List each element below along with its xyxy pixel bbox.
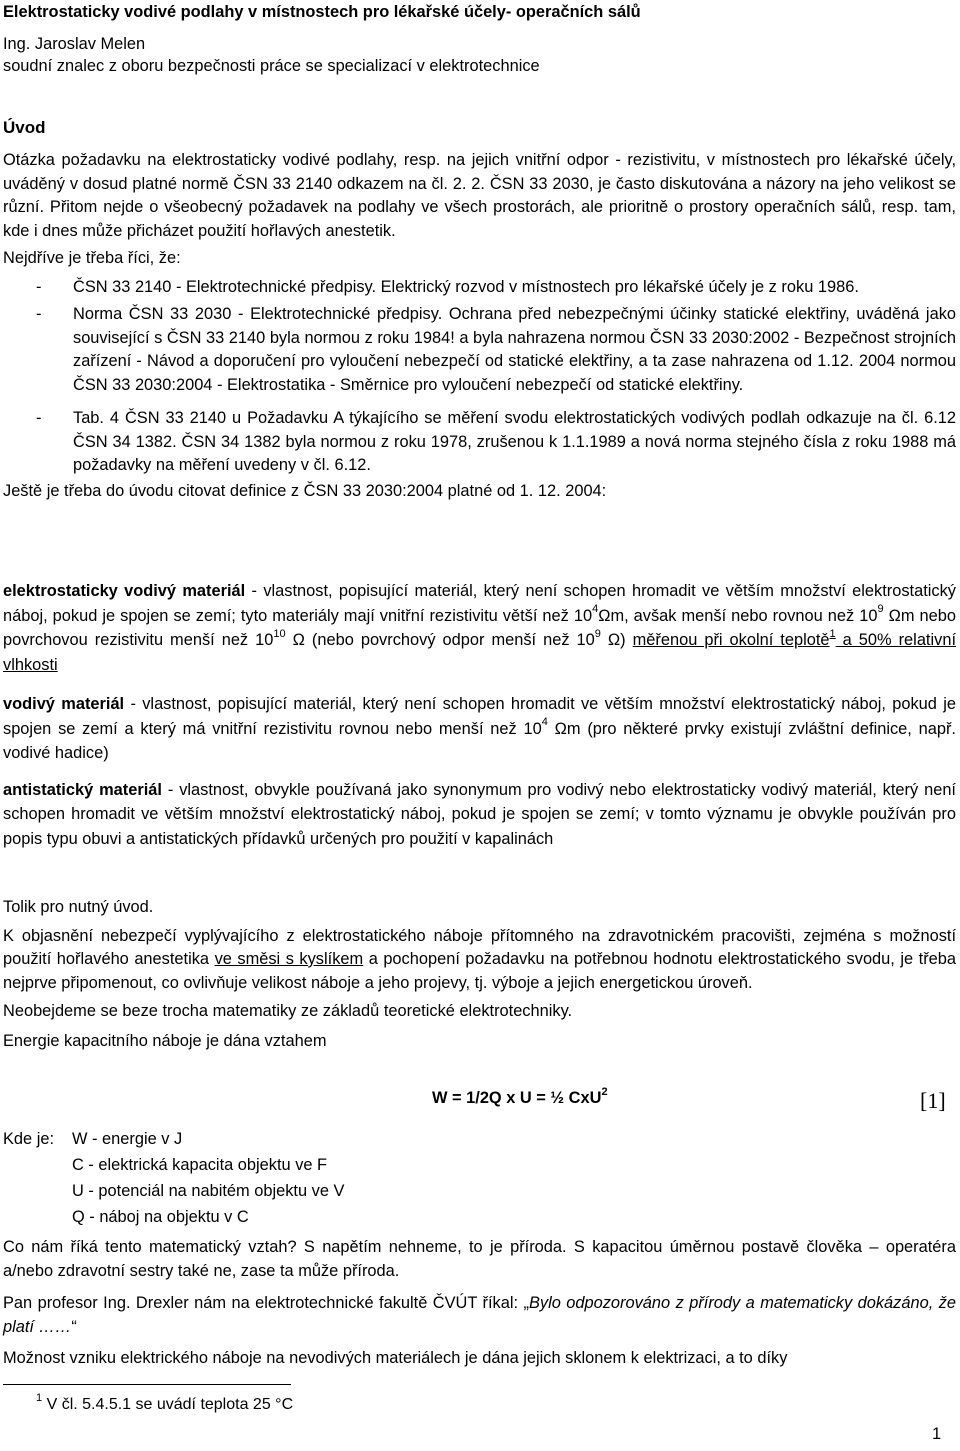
definitions-block	[3, 579, 956, 851]
legend-item: Q - náboj na objektu v C	[72, 1208, 249, 1226]
page-number: 1	[932, 1425, 942, 1443]
list-dash: -	[36, 409, 42, 427]
body-text: a pochopení požadavku na potřebnou hodnotu elektrostatického svodu, je třeba nejprve připomenout, co ovlivňuje velikost náboje a jeho projevy, tj. výboje a jejich energetickou úroveň.	[3, 950, 956, 992]
definition-text: - vlastnost, popisující materiál, který není schopen hromadit ve větším množství elektrostatický náboj, pokud je spojen se zemí; tyto materiály mají vnitřní rezistivitu větší než 10	[3, 582, 956, 625]
legend-row	[3, 1204, 344, 1230]
definition-vodivy	[3, 692, 956, 766]
definition-term: elektrostaticky vodivý materiál	[3, 582, 246, 600]
body-block-2	[3, 1236, 956, 1371]
underlined-text: ve směsi s kyslíkem	[214, 950, 364, 968]
intro-paragraph: Otázka požadavku na elektrostaticky vodivé podlahy, resp. na jejich vnitřní odpor - rezistivitu, v místnostech pro lékařské účely, uváděný v dosud platné normě ČSN 33 2140 odkazem na čl. 2. 2. ČSN 33 2030, je často diskutována a názory na jeho velikost se různí. Přitom nejde o všeobecný požadavek na podlahy ve všech prostorách, ale prioritně o prostory operačních sálů, resp. tam, kde i dnes může přicházet použití hořlavých anestetik.	[3, 151, 956, 240]
definition-text: Ω (nebo povrchový odpor menší než 10	[285, 631, 595, 649]
section-heading: Úvod	[3, 118, 46, 137]
legend-row	[3, 1178, 344, 1204]
formula-text: W = 1/2Q x U = ½ CxU	[432, 1089, 602, 1107]
exponent: 9	[877, 603, 884, 616]
formula	[432, 1085, 608, 1108]
definition-text: Ω)	[600, 631, 633, 649]
author-name: Ing. Jaroslav Melen	[3, 35, 146, 53]
variable-legend	[3, 1126, 344, 1230]
legend-label: Kde je:	[3, 1130, 55, 1148]
definition-antistaticky	[3, 778, 956, 852]
definition-text: Ωm nebo povrchovou rezistivitu menší než 10	[3, 606, 956, 649]
footnote	[36, 1391, 294, 1414]
list-item-text: ČSN 33 2140 - Elektrotechnické předpisy. Elektrický rozvod v místnostech pro lékařské účely je z roku 1986.	[73, 277, 859, 296]
body-text: Pan profesor Ing. Drexler nám na elektrotechnické fakultě ČVÚT říkal: „	[3, 1294, 529, 1312]
footnote-text: V čl. 5.4.5.1 se uvádí teplota 25 °C	[42, 1396, 294, 1413]
legend-item: W - energie v J	[72, 1130, 183, 1148]
quote-text: Bylo odpozorováno z přírody a matematicky dokázáno, že platí ……	[3, 1294, 957, 1336]
definition-term: vodivý materiál	[3, 695, 125, 713]
list-item	[3, 303, 956, 397]
document-title: Elektrostaticky vodivé podlahy v místnostech pro lékařské účely- operačních sálů	[3, 3, 641, 21]
underlined-text: měřenou při okolní teplotě	[632, 631, 830, 649]
legend-row	[3, 1152, 344, 1178]
body-paragraph: Neobejdeme se beze trocha matematiky ze základů teoretické elektrotechniky.	[3, 1002, 573, 1020]
body-paragraph	[3, 925, 956, 996]
body-paragraph: Tolik pro nutný úvod.	[3, 898, 154, 916]
author-block	[3, 33, 540, 77]
legend-item: C - elektrická kapacita objektu ve F	[72, 1156, 328, 1174]
exponent: 4	[541, 716, 548, 729]
definition-elektrostaticky-vodivy	[3, 579, 956, 677]
list-dash: -	[36, 277, 42, 296]
definitions-lead: Ještě je třeba do úvodu citovat definice z ČSN 33 2030:2004 platné od 1. 12. 2004:	[3, 481, 607, 500]
body-paragraph: Co nám říká tento matematický vztah? S napětím nehneme, to je příroda. S kapacitou úměrnou postavě člověka – operatéra a/nebo zdravotní sestry také ne, zase ta může příroda.	[3, 1238, 956, 1280]
definition-text: - vlastnost, popisující materiál, který není schopen hromadit ve větším množství elektrostatický náboj, pokud je spojen se zemí a který má vnitřní rezistivitu rovnou nebo menší než 10	[3, 695, 956, 738]
intro-block	[3, 149, 956, 503]
body-text: “	[71, 1317, 77, 1336]
underlined-text: a 50% relativní vlhkosti	[3, 631, 956, 674]
exponent: 10	[273, 627, 286, 640]
list-item	[3, 276, 956, 300]
list-item	[3, 407, 956, 478]
footnote-number: 1	[36, 1391, 43, 1404]
exponent: 2	[601, 1085, 608, 1098]
definition-text: - vlastnost, obvykle používaná jako synonymum pro vodivý nebo elektrostaticky vodivý materiál, který není schopen hromadit ve větším množství elektrostatický náboj, pokud je spojen se zemí; v tomto významu je obvykle používán pro popis typu obuvi a antistatických přídavků určených pro použití v kapalinách	[3, 780, 956, 848]
exponent: 4	[592, 603, 599, 616]
definition-term: antistatický materiál	[3, 780, 162, 799]
exponent: 9	[594, 627, 601, 640]
body-paragraph: Možnost vzniku elektrického náboje na nevodivých materiálech je dána jejich sklonem k elektrizaci, a to díky	[3, 1349, 788, 1367]
author-role: soudní znalec z oboru bezpečnosti práce se specializací v elektrotechnice	[3, 57, 540, 75]
definition-text: Ωm, avšak menší nebo rovnou než 10	[598, 606, 878, 625]
list-item-text: Tab. 4 ČSN 33 2140 u Požadavku A týkajícího se měření svodu elektrostatických vodivých podlah odkazuje na čl. 6.12 ČSN 34 1382. ČSN 34 1382 byla normou z roku 1978, zrušenou k 1.1.1989 a nová norma stejného čísla z roku 1988 má požadavky na měření uvedeny v čl. 6.12.	[73, 409, 956, 474]
body-block	[3, 896, 956, 1053]
equation-number: [1]	[920, 1088, 946, 1113]
footnote-separator	[3, 1384, 291, 1385]
list-dash: -	[36, 305, 42, 323]
legend-item: U - potenciál na nabitém objektu ve V	[72, 1182, 345, 1200]
body-paragraph	[3, 1292, 956, 1339]
list-item-text: Norma ČSN 33 2030 - Elektrotechnické předpisy. Ochrana před nebezpečnými účinky statické elektřiny, uváděná jako související s ČSN 33 2140 byla normou z roku 1984! a byla nahrazena normou ČSN 33 2030:2002 - Bezpečnost strojních zařízení - Návod a doporučení pro vyloučení nebezpečí od statické elektřiny, a ta zase nahrazena od 1.12. 2004 normou ČSN 33 2030:2004 - Elektrostatika - Směrnice pro vyloučení nebezpečí od statické elektřiny.	[73, 305, 956, 394]
body-paragraph: Energie kapacitního náboje je dána vztahem	[3, 1031, 327, 1050]
footnote-ref: 1	[829, 627, 836, 640]
intro-lead: Nejdříve je třeba říci, že:	[3, 249, 181, 267]
legend-row	[3, 1126, 344, 1152]
definition-text: Ωm (pro některé prvky existují zvláštní definice, např. vodivé hadice)	[3, 719, 956, 762]
body-text: K objasnění nebezpečí vyplývajícího z elektrostatického náboje přítomného na zdravotnickém pracovišti, zejména s možností použití hořlavého anestetika	[3, 926, 956, 968]
norm-list	[3, 276, 956, 478]
